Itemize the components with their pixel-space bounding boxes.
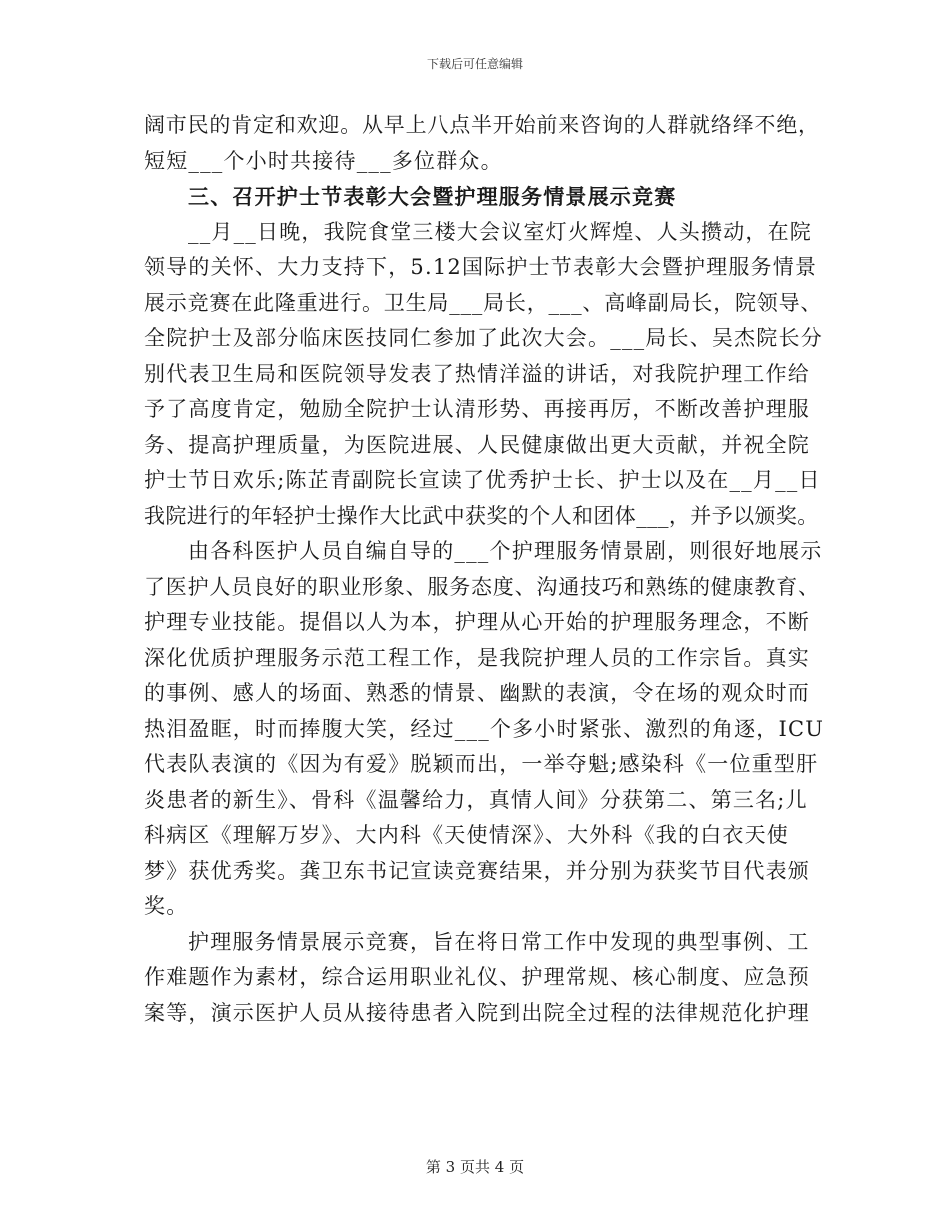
text-line: 奖。 [144, 894, 189, 918]
text-line: 阔市民的肯定和欢迎。从早上八点半开始前来咨询的人群就络绎不绝， [144, 113, 820, 137]
text-line: 全院护士及部分临床医技同仁参加了此次大会。___局长、吴杰院长分 [144, 326, 823, 350]
text-line: 热泪盈眶，时而捧腹大笑，经过___个多小时紧张、激烈的角逐，ICU [144, 716, 825, 741]
text-line: 的事例、感人的场面、熟悉的情景、幽默的表演，令在场的观众时而 [144, 681, 810, 705]
text-line: 梦》获优秀奖。龚卫东书记宣读竞赛结果，并分别为获奖节目代表颁 [144, 858, 810, 883]
text-line: 了医护人员良好的职业形象、服务态度、沟通技巧和熟练的健康教育、 [144, 574, 820, 599]
text-line: 予了高度肯定，勉励全院护士认清形势、再接再厉，不断改善护理服 [144, 397, 810, 421]
text-line: __月__日晚，我院食堂三楼大会议室灯火辉煌、人头攒动，在院 [188, 219, 812, 244]
text-line: 我院进行的年轻护士操作大比武中获奖的个人和团体___，并予以颁奖。 [144, 503, 819, 528]
section-heading: 三、召开护士节表彰大会暨护理服务情景展示竞赛 [188, 184, 677, 209]
text-line: 务、提高护理质量，为医院进展、人民健康做出更大贡献，并祝全院 [144, 432, 810, 457]
text-line: 短短___个小时共接待___多位群众。 [144, 148, 503, 173]
text-line: 展示竞赛在此隆重进行。卫生局___局长，___、高峰副局长，院领导、 [144, 290, 823, 315]
text-line: 科病区《理解万岁》、大内科《天使情深》、大外科《我的白衣天使 [144, 823, 789, 847]
text-line: 护理服务情景展示竞赛，旨在将日常工作中发现的典型事例、工 [188, 929, 810, 954]
text-line: 深化优质护理服务示范工程工作，是我院护理人员的工作宗旨。真实 [144, 645, 810, 670]
text-line: 由各科医护人员自编自导的___个护理服务情景剧，则很好地展示 [188, 539, 823, 563]
page-footer: 第 3 页共 4 页 [425, 1158, 525, 1176]
text-line: 代表队表演的《因为有爱》脱颖而出，一举夺魁;感染科《一位重型肝 [144, 752, 819, 776]
text-line: 炎患者的新生》、骨科《温馨给力，真情人间》分获第二、第三名;儿 [144, 787, 808, 812]
text-line: 护士节日欢乐;陈芷青副院长宣读了优秀护士长、护士以及在__月__日 [144, 468, 821, 492]
page-header: 下载后可任意编辑 [426, 57, 523, 71]
text-line: 护理专业技能。提倡以人为本，护理从心开始的护理服务理念，不断 [144, 610, 810, 634]
text-line: 作难题作为素材，综合运用职业礼仪、护理常规、核心制度、应急预 [144, 965, 810, 989]
text-line: 案等，演示医护人员从接待患者入院到出院全过程的法律规范化护理 [144, 1000, 810, 1025]
text-line: 别代表卫生局和医院领导发表了热情洋溢的讲话，对我院护理工作给 [144, 361, 810, 386]
text-line: 领导的关怀、大力支持下，5.12国际护士节表彰大会暨护理服务情景 [144, 255, 818, 279]
document-body [144, 108, 824, 1031]
